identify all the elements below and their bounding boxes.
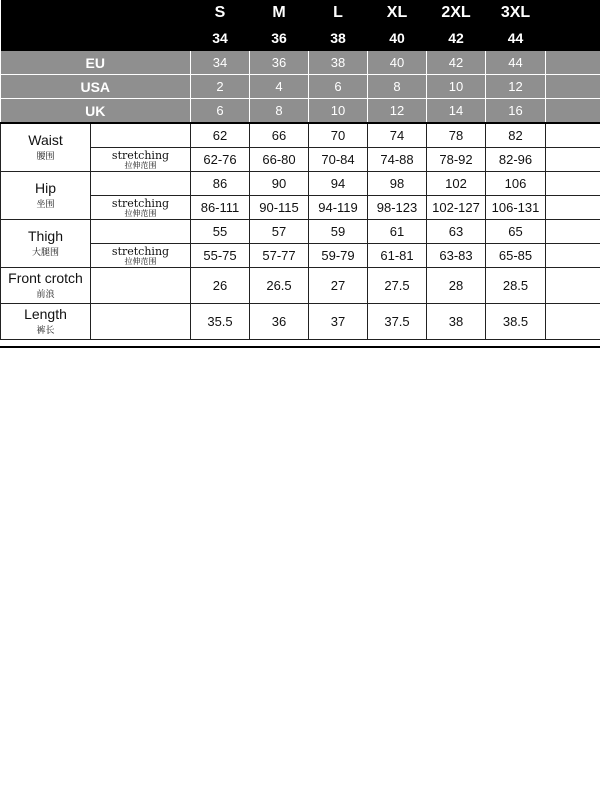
region-value: 6 — [309, 75, 368, 99]
size-label: XL — [368, 0, 427, 25]
region-value: 10 — [427, 75, 486, 99]
size-number: 42 — [427, 25, 486, 51]
size-number: 36 — [250, 25, 309, 51]
measurement-name: Hip — [34, 180, 56, 197]
measurement-value: 55 — [191, 220, 250, 244]
region-value: 8 — [250, 99, 309, 124]
region-row — [1, 75, 600, 99]
measurement-value: 37.5 — [368, 304, 427, 340]
header-size-row — [1, 0, 600, 25]
stretch-value: 55-75 — [191, 244, 250, 268]
measurement-value: 98 — [368, 172, 427, 196]
measurement-value: 106 — [486, 172, 546, 196]
region-value: 42 — [427, 51, 486, 75]
measurement-value: 63 — [427, 220, 486, 244]
stretch-blank-cell — [546, 196, 600, 220]
measurement-row — [1, 304, 600, 340]
stretch-value: 94-119 — [309, 196, 368, 220]
region-value: 10 — [309, 99, 368, 124]
region-name: USA — [1, 75, 191, 99]
region-value: 14 — [427, 99, 486, 124]
region-value: 6 — [191, 99, 250, 124]
stretch-label-cn: 拉伸范围 — [124, 160, 157, 170]
measurement-name-cn: 腰围 — [36, 150, 55, 161]
stretch-value: 86-111 — [191, 196, 250, 220]
measurement-value: 38 — [427, 304, 486, 340]
measurement-value: 61 — [368, 220, 427, 244]
table-bottom-rule — [0, 346, 600, 348]
stretch-row — [1, 196, 600, 220]
stretch-value: 62-76 — [191, 148, 250, 172]
region-row — [1, 99, 600, 124]
size-label: 3XL — [486, 0, 546, 25]
stretch-value: 57-77 — [250, 244, 309, 268]
stretch-value: 78-92 — [427, 148, 486, 172]
measurement-name-cn: 大腿围 — [31, 246, 59, 257]
measurement-value: 65 — [486, 220, 546, 244]
region-blank-cell — [546, 51, 600, 75]
measurement-name-cell — [1, 123, 91, 172]
measurement-value: 36 — [250, 304, 309, 340]
measurement-blank-cell — [546, 268, 600, 304]
stretch-value: 70-84 — [309, 148, 368, 172]
stretch-label-cn: 拉伸范围 — [124, 208, 157, 218]
measurement-value: 26 — [191, 268, 250, 304]
stretch-label-cell — [91, 148, 191, 172]
header-blank-cell — [546, 25, 600, 51]
measurement-value: 35.5 — [191, 304, 250, 340]
stretch-label: stretching — [111, 148, 170, 162]
stretch-value: 61-81 — [368, 244, 427, 268]
stretch-label-cell — [91, 196, 191, 220]
measurement-name-cn: 裤长 — [36, 324, 55, 335]
measurement-name-cell — [1, 172, 91, 220]
region-value: 12 — [486, 75, 546, 99]
measurement-blank-cell — [546, 304, 600, 340]
measurement-value: 78 — [427, 123, 486, 148]
measurement-name-cell — [1, 304, 91, 340]
stretch-label: stretching — [111, 244, 170, 258]
header-blank-cell — [91, 0, 191, 25]
measurement-value: 27.5 — [368, 268, 427, 304]
stretch-row — [1, 244, 600, 268]
measurement-value: 37 — [309, 304, 368, 340]
region-value: 8 — [368, 75, 427, 99]
size-number: 40 — [368, 25, 427, 51]
measurement-value: 86 — [191, 172, 250, 196]
region-value: 4 — [250, 75, 309, 99]
measurement-row — [1, 220, 600, 244]
size-table — [0, 0, 600, 340]
region-blank-cell — [546, 75, 600, 99]
size-number: 38 — [309, 25, 368, 51]
measurement-name-cn: 前浪 — [36, 288, 55, 299]
measurement-blank-cell — [546, 220, 600, 244]
measurement-value: 28.5 — [486, 268, 546, 304]
header-blank-cell — [546, 0, 600, 25]
size-chart — [0, 0, 600, 349]
region-value: 40 — [368, 51, 427, 75]
measurement-name: Waist — [28, 132, 63, 149]
stretch-value: 90-115 — [250, 196, 309, 220]
measurement-value: 82 — [486, 123, 546, 148]
header-blank-cell — [91, 25, 191, 51]
measurement-value: 62 — [191, 123, 250, 148]
region-value: 44 — [486, 51, 546, 75]
region-value: 38 — [309, 51, 368, 75]
header-number-row — [1, 25, 600, 51]
region-value: 2 — [191, 75, 250, 99]
region-name: EU — [1, 51, 191, 75]
stretch-value: 63-83 — [427, 244, 486, 268]
size-label: S — [191, 0, 250, 25]
region-name: UK — [1, 99, 191, 124]
measurement-row — [1, 172, 600, 196]
measurement-note-cell — [91, 172, 191, 196]
measurement-value: 102 — [427, 172, 486, 196]
size-label: L — [309, 0, 368, 25]
region-value: 34 — [191, 51, 250, 75]
stretch-blank-cell — [546, 148, 600, 172]
measurement-name-cell — [1, 220, 91, 268]
region-value: 16 — [486, 99, 546, 124]
measurement-value: 26.5 — [250, 268, 309, 304]
size-label: M — [250, 0, 309, 25]
region-row — [1, 51, 600, 75]
stretch-value: 102-127 — [427, 196, 486, 220]
measurement-note-cell — [91, 304, 191, 340]
size-label: 2XL — [427, 0, 486, 25]
measurement-value: 70 — [309, 123, 368, 148]
measurement-blank-cell — [546, 172, 600, 196]
stretch-label-cn: 拉伸范围 — [124, 256, 157, 266]
stretch-value: 66-80 — [250, 148, 309, 172]
measurement-name: Front crotch — [8, 270, 83, 287]
stretch-value: 98-123 — [368, 196, 427, 220]
measurement-value: 59 — [309, 220, 368, 244]
measurement-name: Length — [24, 306, 67, 323]
measurement-note-cell — [91, 123, 191, 148]
measurement-value: 57 — [250, 220, 309, 244]
stretch-value: 59-79 — [309, 244, 368, 268]
measurement-value: 90 — [250, 172, 309, 196]
header-blank-cell — [1, 25, 91, 51]
measurement-name: Thigh — [27, 228, 64, 245]
region-blank-cell — [546, 99, 600, 124]
header-blank-cell — [1, 0, 91, 25]
stretch-value: 106-131 — [486, 196, 546, 220]
measurement-name-cell — [1, 268, 91, 304]
measurement-row — [1, 123, 600, 148]
measurement-note-cell — [91, 268, 191, 304]
stretch-label-cell — [91, 244, 191, 268]
stretch-row — [1, 148, 600, 172]
measurement-value: 28 — [427, 268, 486, 304]
measurement-blank-cell — [546, 123, 600, 148]
measurement-value: 94 — [309, 172, 368, 196]
stretch-value: 82-96 — [486, 148, 546, 172]
measurement-name-cn: 坐围 — [36, 198, 55, 209]
measurement-value: 66 — [250, 123, 309, 148]
stretch-label: stretching — [111, 196, 170, 210]
stretch-value: 74-88 — [368, 148, 427, 172]
stretch-blank-cell — [546, 244, 600, 268]
measurement-note-cell — [91, 220, 191, 244]
measurement-value: 74 — [368, 123, 427, 148]
measurement-value: 27 — [309, 268, 368, 304]
measurement-value: 38.5 — [486, 304, 546, 340]
size-number: 44 — [486, 25, 546, 51]
region-value: 12 — [368, 99, 427, 124]
measurement-row — [1, 268, 600, 304]
size-number: 34 — [191, 25, 250, 51]
stretch-value: 65-85 — [486, 244, 546, 268]
region-value: 36 — [250, 51, 309, 75]
